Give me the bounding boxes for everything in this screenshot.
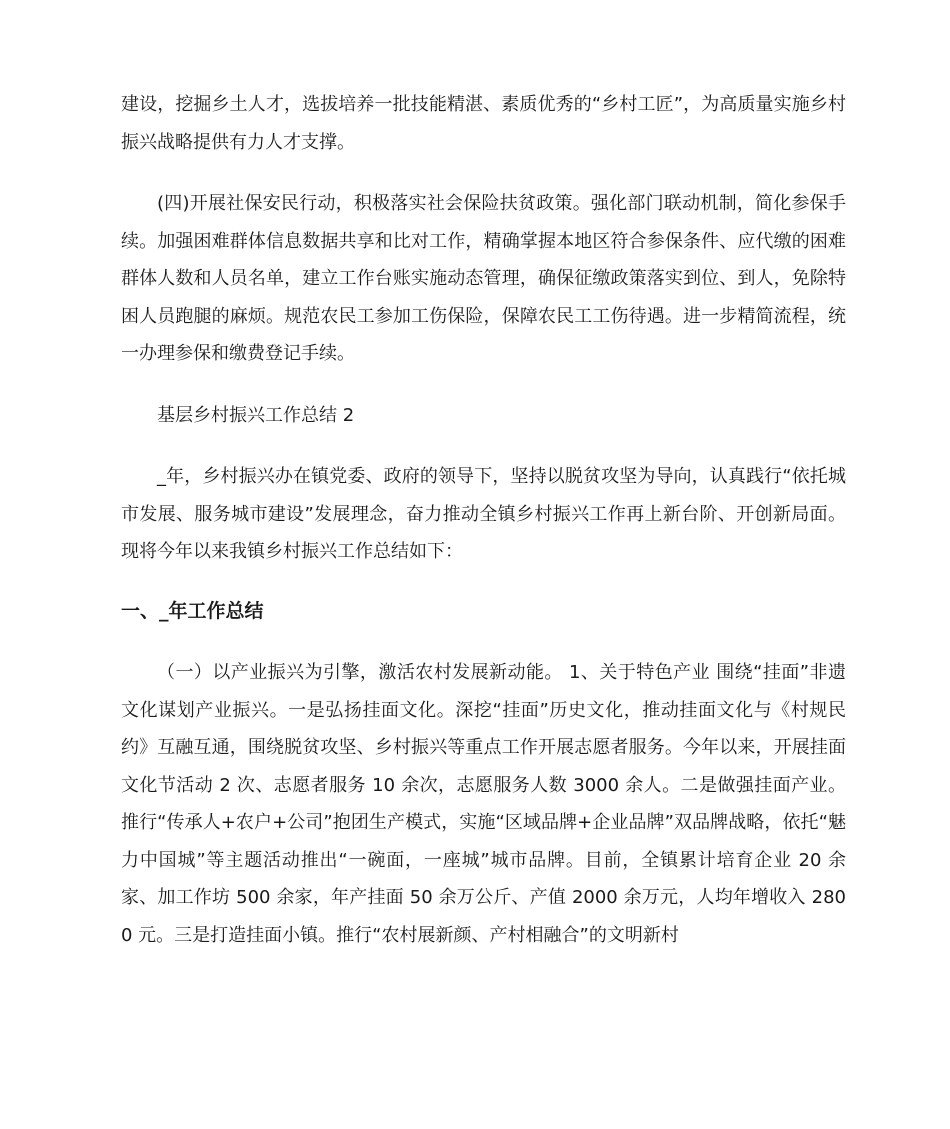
paragraph-overview: _年，乡村振兴办在镇党委、政府的领导下，坚持以脱贫攻坚为导向，认真践行“依托城市发展、服务城市建设”发展理念，奋力推动全镇乡村振兴工作再上新台阶、开创新局面。现将今年以来我镇乡村振兴工作总结如下： bbox=[121, 466, 846, 562]
heading-one: 一、_年工作总结 bbox=[121, 599, 264, 622]
paragraph-gap bbox=[121, 161, 846, 185]
section-title: 基层乡村振兴工作总结 2 bbox=[157, 404, 355, 426]
paragraph-gap bbox=[121, 373, 846, 397]
paragraph-gap bbox=[121, 571, 846, 593]
paragraph-gap bbox=[121, 630, 846, 654]
document-page bbox=[121, 86, 846, 954]
paragraph-social-security: (四)开展社保安民行动，积极落实社会保险扶贫政策。强化部门联动机制，简化参保手续。加强困难群体信息数据共享和比对工作，精确掌握本地区符合参保条件、应代缴的困难群体人数和人员名单，建立工作台账实施动态管理，确保征缴政策落实到位、到人，免除特困人员跑腿的麻烦。规范农民工参加工伤保险，保障农民工工伤待遇。进一步精简流程，统一办理参保和缴费登记手续。 bbox=[121, 193, 846, 364]
paragraph-gap bbox=[121, 434, 846, 458]
paragraph-industry: （一）以产业振兴为引擎，激活农村发展新动能。 1、关于特色产业 围绕“挂面”非遗文化谋划产业振兴。一是弘扬挂面文化。深挖“挂面”历史文化，推动挂面文化与《村规民约》互融互通，围绕脱贫攻坚、乡村振兴等重点工作开展志愿者服务。今年以来，开展挂面文化节活动 2 次、志愿者服务 10 余次，志愿服务人数 3000 余人。二是做强挂面产业。推行“传承人+农户+公司”抱团生产模式，实施“区域品牌+企业品牌”双品牌战略，依托“魅力中国城”等主题活动推出“一碗面，一座城”城市品牌。目前，全镇累计培育企业 20 余家、加工作坊 500 余家，年产挂面 50 余万公斤、产值 2000 余万元，人均年增收入 2800 元。三是打造挂面小镇。推行“农村展新颜、产村相融合”的文明新村 bbox=[121, 662, 846, 946]
paragraph-intro: 建设，挖掘乡土人才，选拔培养一批技能精湛、素质优秀的“乡村工匠”，为高质量实施乡村振兴战略提供有力人才支撑。 bbox=[121, 94, 846, 153]
